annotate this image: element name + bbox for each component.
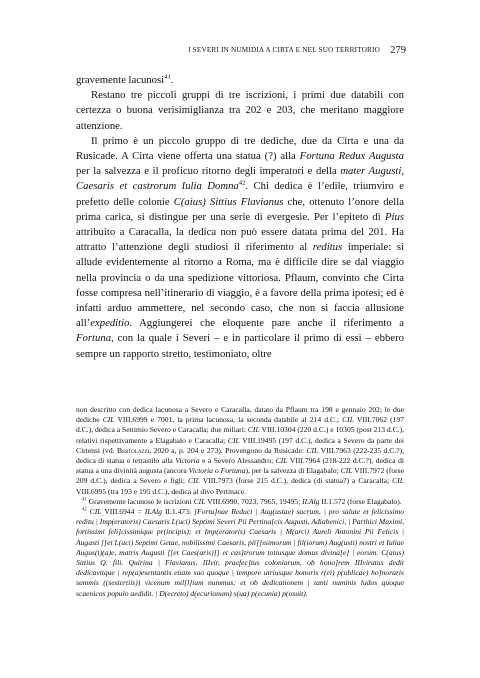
fn-text: II.1.473:: [162, 507, 195, 517]
fn-cil: CIL: [275, 456, 288, 466]
footnote-ref-42: 42: [238, 179, 246, 187]
p3-g: . Chi dedica è l’edile, triumviro e prefetto delle colonie: [76, 180, 404, 208]
p3-m: imperiale: si allude evidentemente al ritorno a Roma, ma è difficile dire se dal viaggio nella provincia o da una spedizione vittoriosa. Pflaum, convinto che Cirta fosse compresa nell’itinerario di viaggio, è a favore della prima ipotesi; ed è infatti arduo ammettere, nel secondo caso, che non si faccia allusione all’: [76, 241, 404, 330]
fn-ilalg: ILAlg: [302, 496, 320, 506]
fn-text: VIII.7973 (forse 215 d.C.), dedica (di statua?) a Caracalla;: [199, 476, 393, 486]
fn-cil: CIL: [340, 466, 353, 476]
p3-e: ,: [401, 165, 404, 178]
fn-text: Gravemente lacunose le iscrizioni: [86, 496, 194, 506]
paragraph-2: Restano tre piccoli gruppi di tre iscrizioni, i primi due databili con certezza o buona verisimiglianza tra 202 e 203, che meritano maggiore attenzione.: [76, 89, 404, 132]
fn-text: VIII.7964 (218-222 d.C.?), dedica di statua a una divinità augusta (ancora: [76, 456, 404, 476]
footnote-41: [76, 497, 404, 507]
fn-text: VIII.7972 (forse 209 d.C.), dedica a Severo e figli;: [76, 466, 404, 486]
p3-j: Pius: [384, 210, 404, 223]
footnotes: [76, 405, 404, 599]
fn-text: VIII.7062 (197 d.C.), dedica a Settimio Severo e Caracalla; due miliari:: [76, 415, 404, 435]
p3-k: attribuito a Caracalla, la dedica non può essere datata prima del 201. Ha attratto l’attenzione degli studiosi il riferimento al: [76, 226, 404, 254]
fn-cil: CIL: [89, 507, 102, 517]
fn-ilalg: ILAlg: [144, 507, 163, 517]
paragraph-1: [76, 73, 404, 88]
p3-h: C(aius) Sittius Flavianus: [173, 195, 284, 208]
fn-text: o: [212, 466, 221, 476]
fn-cil: CIL: [102, 415, 115, 425]
p3-n: expeditio: [90, 317, 130, 330]
footnote-ref-41: 41: [164, 73, 171, 81]
footnote-number-41: 41: [82, 497, 87, 503]
p1-text: gravemente lacunosi: [76, 74, 165, 86]
inscription-text: [Fortu]nae Reduci | Aug(ustae) sacrum, | pro salute et felicissimo reditu | Imp(eratoris) Caesaris L(uci) Septimi Severi Pii Pertina[cis Augusti, Adiabenici, | Parthici Maximi, fortissimi feli]cissimique pr(incipis); et Imp(eratoris) Caesaris | M(arci) Aureli Antonini Pii Felicis | Augusti [[et L(uci) Septimi Getae, nobilissimi Caesaris, pii]]ssimorum | fil(iorum) Aug(usti) nostri et Iuliae Augus(t)(a)e, matris Augusti [[et Caes(aris)]] et cas]trorum totiusque domus divina[e] | eorum. C(aius) Sittius Q. fili. Quirina | Flavianus, IIIvir, praefec]tus coloniarum, ob hono]rem IIIviratus dedit dedicavitque | rep(a)esentantis etiam suo quoque | tempore utriusque honoris r(ei) p(ublicae) ho]noraris summis ((sestertiis)) vicenum mil[l]ium nummus; et ob dedicationem | tanti numinis ludos quoque scaenicos populo aedidit. | D(ecreto) d(ecurionum) s(ua) p(ecunia) p(osuit).: [76, 507, 404, 598]
fn-italic: Victoria: [188, 466, 213, 476]
fn-text: VIII.6990, 7023, 7965, 19495;: [205, 496, 303, 506]
p3-l: reditus: [312, 241, 343, 254]
fn-cil: CIL: [342, 415, 354, 425]
fn-text: , 2020 a, p. 204 e 273). Provengono da Rusicade:: [149, 445, 307, 455]
fn-cil: CIL: [187, 476, 200, 486]
fn-text: VIII.10304 (220 d.C.) e 10305 (post 213 d.C.), relativi rispettivamente a Elagabalo e Caracalla;: [76, 425, 404, 445]
main-text: [76, 73, 404, 362]
fn-italic: Victoria: [175, 456, 200, 466]
footnote-42: [76, 507, 404, 599]
fn-text: VIII.6944 =: [101, 507, 145, 517]
fn-text: VIII.7963 (222-235 d.C.?), dedica di statua e tetrastilo alla: [76, 445, 404, 466]
fn-cil: CIL: [193, 496, 206, 506]
page-number: 279: [390, 45, 406, 56]
fn-italic: Fortuna: [220, 466, 246, 476]
fn-text: e a Severo Alessandro;: [199, 456, 276, 466]
fn-text: ), per la salvezza di Elagabalo;: [245, 466, 341, 476]
running-title: I SEVERI IN NUMIDIA A CIRTA E NEL SUO TERRITORIO: [188, 46, 380, 54]
p1-end: .: [170, 74, 174, 86]
fn-text: VIII.6999 e 7001, la prima lacunosa, la seconda databile al 214 d.C.;: [114, 415, 343, 425]
footnote-continuation: [76, 405, 404, 497]
footnote-number-42: 42: [82, 507, 87, 513]
p3-c: per la salvezza e il proficuo ritorno degli imperatori e della: [76, 165, 341, 178]
running-header: [0, 45, 480, 59]
fn-cil: CIL: [247, 425, 260, 435]
fn-text: non descritto con dedica lacunosa a Severo e Caracalla, datato da Pflaum tra 198 e gennaio 202; le due dediche: [76, 405, 404, 425]
p3-f: Caesaris et castrorum Iulia Domna: [76, 180, 239, 193]
p3-a: Il primo è un piccolo gruppo di tre dediche, due da Cirta e una da Rusicade. A Cirta viene offerta una statua (?) alla: [76, 134, 404, 163]
p3-p: Fortuna: [76, 332, 112, 345]
fn-author: Bertolazzi: [117, 445, 150, 455]
p3-b: Fortuna Redux Augusta: [299, 150, 404, 163]
fn-cil: CIL: [306, 445, 319, 455]
p3-o: . Aggiungerei che eloquente pare anche il riferimento a: [129, 317, 404, 330]
fn-cil: CIL: [392, 476, 404, 486]
p3-d: mater Augusti: [340, 165, 402, 178]
paragraph-3: [76, 134, 404, 362]
fn-text: VIII.19495 (197 d.C.), dedica a Severo da parte dei Cirtensi (vd.: [76, 435, 404, 455]
p3-i: che, ottenuto l’onore della prima carica, si distingue per una serie di evergesie. Per l’epiteto di: [76, 195, 404, 223]
fn-text: VIII.6995 (tra 193 e 195 d.C.), dedica al divo Pertinace.: [76, 486, 246, 496]
fn-text: II.1.572 (forse Elagabalo).: [319, 496, 402, 506]
p3-q: , con la quale i Severi – e in particolare il primo di essi – ebbero sempre un rapporto stretto, testimoniato, oltre: [76, 332, 404, 360]
fn-cil: CIL: [227, 435, 240, 445]
